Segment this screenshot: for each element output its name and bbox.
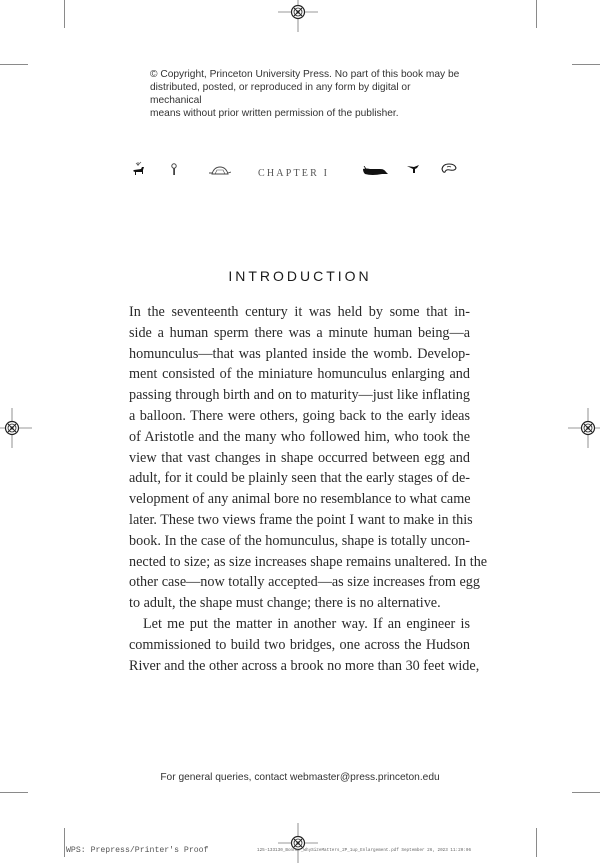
text-line: ment consisted of the miniature homunculus enlarging and: [129, 366, 470, 383]
copyright-line: means without prior written permission of the publisher.: [150, 108, 399, 119]
text-line: In the seventeenth century it was held by some that in-: [129, 304, 470, 320]
text-line: velopment of any animal bore no resemblance to what came: [129, 491, 471, 508]
crop-mark-right-top: [572, 64, 600, 65]
crop-mark-bottom-left: [64, 828, 65, 857]
copyright-line: © Copyright, Princeton University Press. No part of this book may be: [150, 69, 460, 80]
crop-mark-left-bottom: [0, 792, 28, 793]
chapter-label: CHAPTER I: [258, 168, 330, 179]
body-text: [129, 302, 488, 676]
paragraph-1: [129, 302, 488, 614]
bird-icon: [407, 163, 421, 175]
text-line: view that vast changes in shape occurred between egg and: [129, 449, 470, 466]
key-icon: [170, 163, 178, 177]
text-line: adult, for it could be plainly seen that the early stages of de-: [129, 470, 470, 487]
copyright-notice: [150, 68, 460, 120]
text-line: passing through birth and on to maturity—just like inflating: [129, 387, 470, 404]
crop-mark-bottom-right: [536, 828, 537, 857]
text-line: other case—now totally accepted—as size increases from egg: [129, 574, 480, 591]
text-line: Let me put the matter in another way. If an engineer is: [143, 615, 470, 632]
proof-slug-file-info: 125-133130_Bonner_WhySizeMatters_2P_1up_Enlargement.pdf September 26, 2023 11:20:06: [257, 848, 472, 853]
registration-mark-bottom-icon: [278, 823, 318, 863]
deer-icon: [132, 161, 146, 179]
shell-icon: [441, 163, 457, 175]
whale-icon: [362, 166, 388, 176]
registration-mark-left-icon: [0, 408, 32, 448]
crop-mark-top-left: [64, 0, 65, 28]
crop-mark-left-top: [0, 64, 28, 65]
text-line: a balloon. There were others, going back to the early ideas: [129, 407, 470, 424]
registration-mark-top-icon: [278, 0, 318, 32]
text-line: River and the other across a brook no more than 30 feet wide,: [129, 657, 480, 674]
copyright-line: distributed, posted, or reproduced in any form by digital or mechanical: [150, 82, 411, 106]
text-line: commissioned to build two bridges, one across the Hudson: [129, 636, 470, 653]
paragraph-2: [129, 614, 480, 676]
footer-contact: For general queries, contact webmaster@press.princeton.edu: [160, 772, 440, 783]
text-line: nected to size; as size increases shape remains unaltered. In the: [129, 553, 488, 570]
crop-mark-right-bottom: [572, 792, 600, 793]
text-line: to adult, the shape must change; there is no alternative.: [129, 595, 441, 612]
tortoise-icon: [209, 166, 231, 176]
text-line: side a human sperm there was a minute human being—a: [129, 324, 470, 341]
text-line: later. These two views frame the point I want to make in this: [129, 511, 473, 528]
section-title: INTRODUCTION: [228, 268, 372, 284]
text-line: book. In the case of the homunculus, shape is totally uncon-: [129, 532, 470, 549]
text-line: of Aristotle and the many who followed him, who took the: [129, 428, 470, 445]
proof-slug-label: WPS: Prepress/Printer's Proof: [66, 846, 209, 855]
registration-mark-right-icon: [568, 408, 600, 448]
crop-mark-top-right: [536, 0, 537, 28]
text-line: homunculus—that was planted inside the womb. Develop-: [129, 345, 470, 362]
